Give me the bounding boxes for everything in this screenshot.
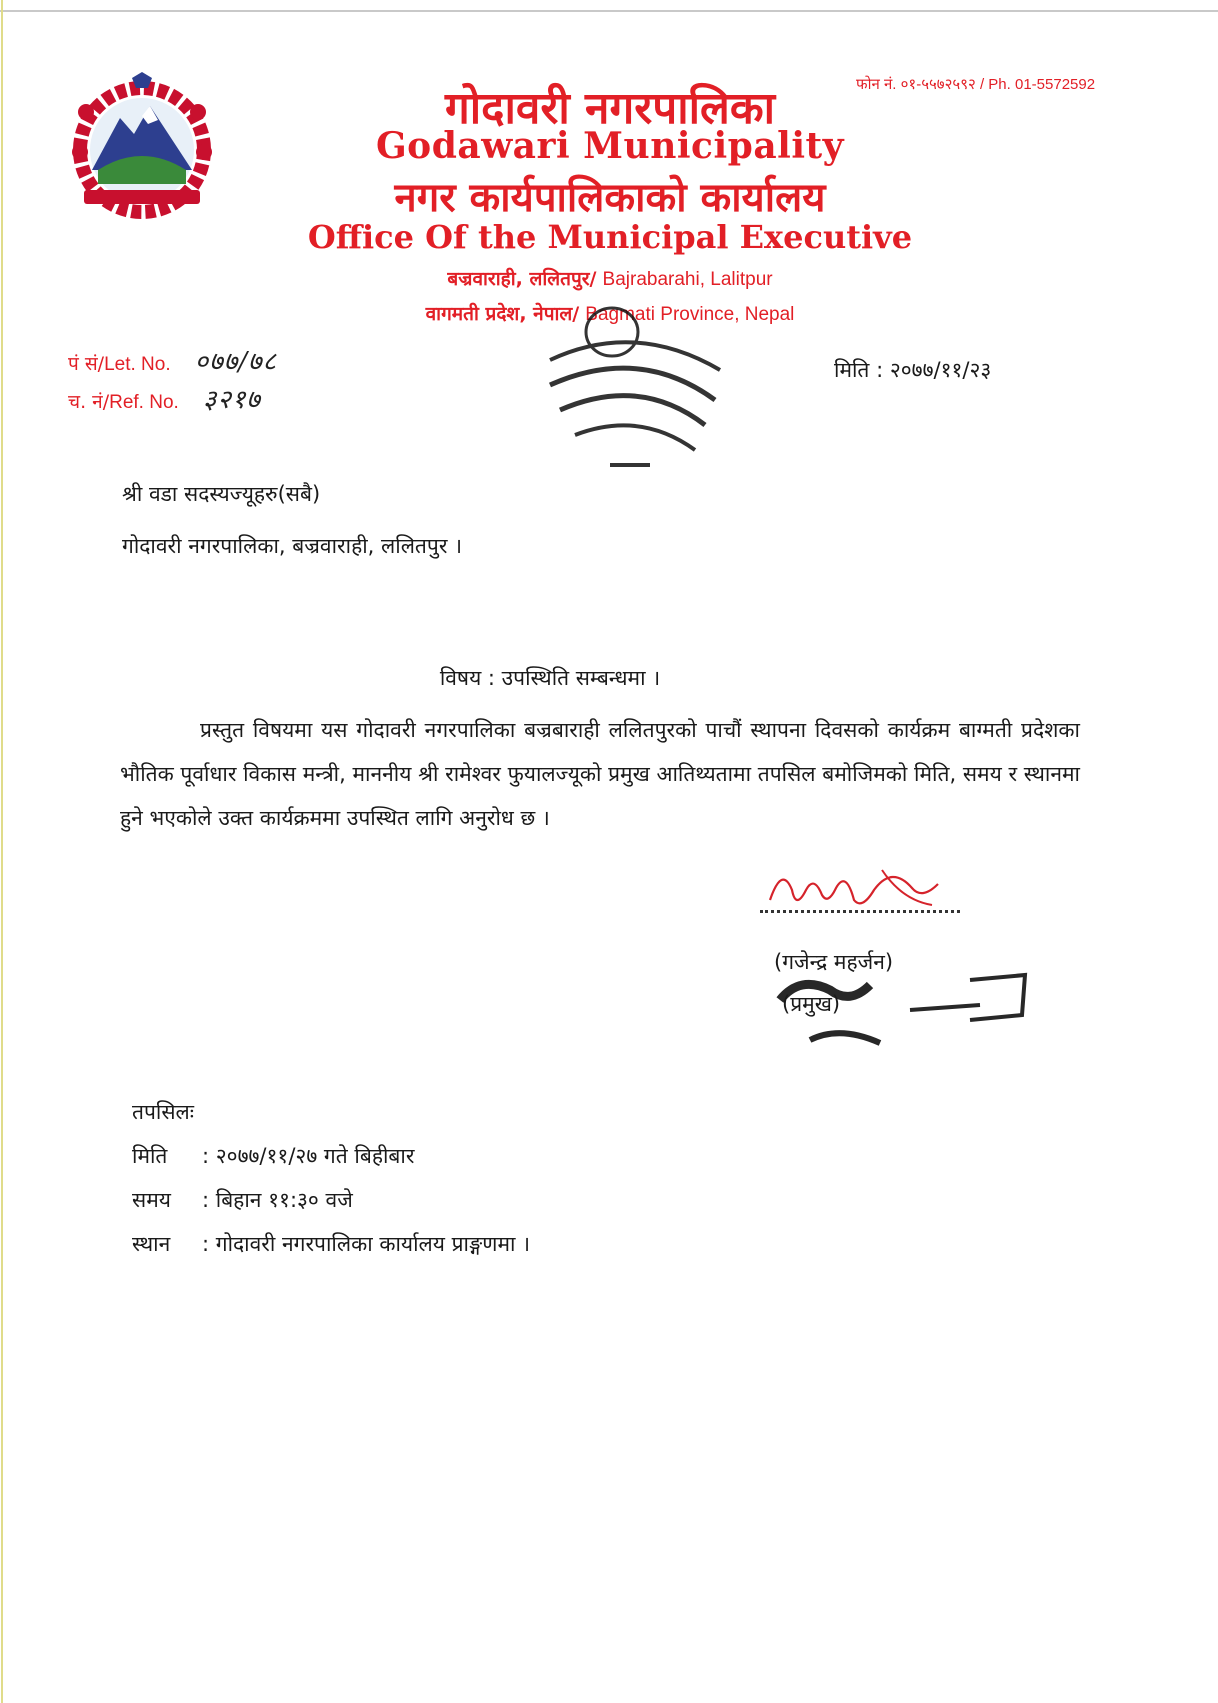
details-place-row: [132, 1222, 530, 1266]
office-name-nepali: नगर कार्यपालिकाको कार्यालय: [394, 175, 826, 221]
address-line-2-english: Bagmati Province, Nepal: [585, 304, 795, 325]
phone-number: फोन नं. ०१-५५७२५९२ / Ph. 01-5572592: [856, 76, 1096, 93]
details-time-row: [132, 1178, 530, 1222]
address-line-1-english: Bajrabarahi, Lalitpur: [602, 269, 773, 290]
letter-number-label: पं सं/: [68, 353, 105, 375]
office-seal-stamp-icon: [520, 300, 750, 485]
recipient-line-1: श्री वडा सदस्यज्यूहरु(सबै): [122, 482, 321, 506]
details-block: [132, 1090, 530, 1266]
details-place-value: : गोदावरी नगरपालिका कार्यालय प्राङ्गणमा ।: [202, 1232, 531, 1256]
recipient-block: [122, 472, 462, 576]
letter-date: मिति : २०७७/११/२३: [834, 358, 992, 382]
reference-number-value: ३२१७: [202, 385, 261, 415]
left-border-rule: [1, 0, 3, 1703]
letter-number: [68, 342, 277, 378]
recipient-line-2: गोदावरी नगरपालिका, बज्रवाराही, ललितपुर ।: [122, 534, 463, 558]
body-paragraph: [120, 708, 1080, 840]
reference-number: [68, 380, 261, 416]
address-line-1: [300, 265, 920, 291]
details-heading: तपसिलः: [132, 1100, 195, 1124]
letter-number-value: ०७७/७८: [194, 347, 278, 377]
government-emblem-icon: [62, 72, 222, 232]
address-line-1-nepali: बज्रवाराही, ललितपुर/: [447, 268, 597, 290]
office-name-english: Office Of the Municipal Executive: [307, 218, 913, 256]
details-time-value: : बिहान ११:३० वजे: [202, 1188, 353, 1212]
municipality-name-nepali: गोदावरी नगरपालिका: [444, 83, 776, 134]
letter-number-label-english: Let. No.: [104, 354, 171, 375]
details-date-value: : २०७७/११/२७ गते बिहीबार: [202, 1144, 415, 1168]
details-date-label: मिति: [132, 1144, 168, 1168]
handwritten-signature-icon: [762, 860, 962, 930]
details-place-label: स्थान: [132, 1232, 171, 1256]
details-date-row: [132, 1134, 530, 1178]
signatory-name: (गजेन्द्र महर्जन): [774, 950, 894, 974]
reference-number-label-english: Ref. No.: [109, 392, 179, 413]
address-line-2-nepali: वागमती प्रदेश, नेपाल/: [425, 303, 580, 325]
reference-number-label: च. नं/: [68, 391, 110, 413]
body-paragraph-text: प्रस्तुत विषयमा यस गोदावरी नगरपालिका बज्रबाराही ललितपुरको पाचौं स्थापना दिवसको कार्यक्रम बाग्मती प्रदेशका भौतिक पूर्वाधार विकास मन्त्री, माननीय श्री रामेश्वर फुयालज्यूको प्रमुख आतिथ्यतामा तपसिल बमोजिमको मिति, समय र स्थानमा हुने भएकोले उक्त कार्यक्रममा उपस्थित लागि अनुरोध छ ।: [120, 718, 1080, 830]
details-time-label: समय: [132, 1188, 171, 1212]
top-border-rule: [0, 10, 1218, 12]
signatory-title: (प्रमुख): [782, 992, 841, 1016]
subject-line: विषय : उपस्थिति सम्बन्धमा ।: [439, 666, 661, 690]
municipality-name-english: Godawari Municipality: [375, 125, 845, 167]
signature-line: [760, 910, 960, 913]
